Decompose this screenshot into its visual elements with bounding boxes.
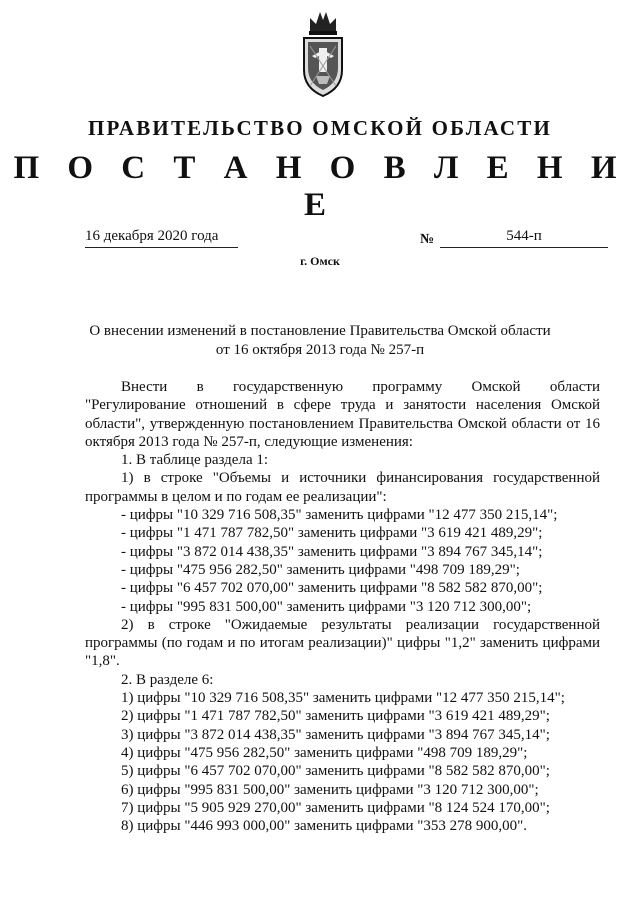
list-item: 5) цифры "6 457 702 070,00" заменить цифрами "8 582 582 870,00"; — [121, 763, 550, 780]
section-1-item-2: 2) в строке "Ожидаемые результаты реализации государственной программы (по годам и по итогам реализации)" цифры "1,2" заменить цифрами "1,8". — [85, 616, 600, 670]
list-item: - цифры "995 831 500,00" заменить цифрами "3 120 712 300,00"; — [121, 598, 532, 615]
omsk-coat-of-arms-icon — [298, 6, 348, 98]
list-item: - цифры "1 471 787 782,50" заменить цифрами "3 619 421 489,29"; — [121, 525, 543, 542]
section-1-heading: 1. В таблице раздела 1: — [121, 452, 269, 469]
subject-line-1: О внесении изменений в постановление Правительства Омской области — [89, 323, 551, 339]
subject-line-2: от 16 октября 2013 года № 257-п — [215, 342, 425, 358]
document-body — [85, 378, 600, 835]
organization-title: ПРАВИТЕЛЬСТВО ОМСКОЙ ОБЛАСТИ — [87, 116, 552, 140]
number-sign: № — [420, 232, 435, 247]
list-item: - цифры "10 329 716 508,35" заменить цифрами "12 477 350 215,14"; — [121, 507, 558, 524]
list-item: 3) цифры "3 872 014 438,35" заменить цифрами "3 894 767 345,14"; — [121, 726, 550, 743]
intro-first-line: Внести в государственную программу Омской области — [121, 379, 600, 395]
list-item: - цифры "475 956 282,50" заменить цифрами "498 709 189,29"; — [121, 561, 520, 578]
document-subject — [60, 322, 580, 360]
city-label: г. Омск — [300, 254, 340, 268]
list-item: - цифры "6 457 702 070,00" заменить цифрами "8 582 582 870,00"; — [121, 580, 543, 597]
list-item: - цифры "3 872 014 438,35" заменить цифрами "3 894 767 345,14"; — [121, 543, 543, 560]
section-1-item-1-heading: 1) в строке "Объемы и источники финансирования государственной программы в целом и по годам ее реализации": — [85, 470, 600, 505]
list-item: 8) цифры "446 993 000,00" заменить цифрами "353 278 900,00". — [121, 818, 527, 835]
section-2-heading: 2. В разделе 6: — [121, 671, 214, 688]
list-item: 7) цифры "5 905 929 270,00" заменить цифрами "8 124 524 170,00"; — [121, 799, 550, 816]
list-item: 6) цифры "995 831 500,00" заменить цифрами "3 120 712 300,00"; — [121, 781, 539, 798]
list-item: 2) цифры "1 471 787 782,50" заменить цифрами "3 619 421 489,29"; — [121, 708, 550, 725]
document-number: 544-п — [440, 228, 608, 248]
intro-paragraph: "Регулирование отношений в сфере труда и занятости населения Омской области", утвержденную постановлением Правительства Омской области от 16 октября 2013 года № 257-п, следующие изменения: — [85, 397, 600, 450]
list-item: 4) цифры "475 956 282,50" заменить цифрами "498 709 189,29"; — [121, 744, 528, 761]
document-date: 16 декабря 2020 года — [85, 228, 238, 248]
document-type-title: П О С Т А Н О В Л Е Н И Е — [13, 150, 627, 223]
list-item: 1) цифры "10 329 716 508,35" заменить цифрами "12 477 350 215,14"; — [121, 690, 565, 707]
